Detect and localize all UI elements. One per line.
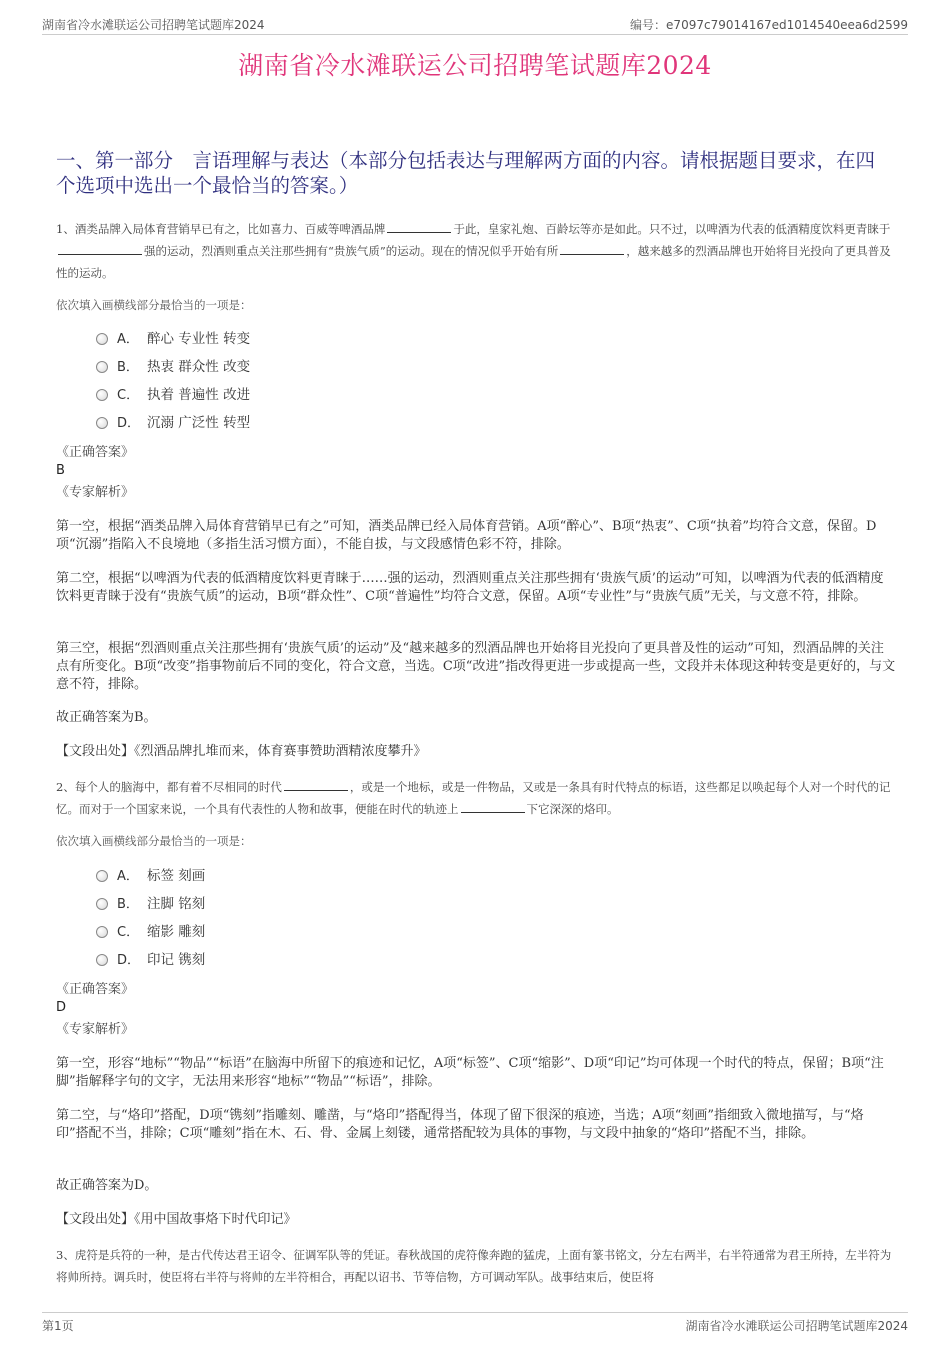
- question-1-prompt: 依次填入画横线部分最恰当的一项是：: [56, 298, 252, 312]
- page-header: [42, 14, 908, 35]
- document-title: 湖南省冷水滩联运公司招聘笔试题库2024: [238, 51, 712, 80]
- question-1-options: [96, 325, 250, 437]
- option-b[interactable]: [96, 890, 205, 918]
- option-text: 缩影 雕刻: [147, 924, 206, 940]
- q1-text-part: 强的运动，烈酒则重点关注那些拥有“贵族气质”的运动。现在的情况似乎开始有所: [144, 244, 559, 258]
- q1-text-part: ，越来越多的烈酒品牌也开始将目光投向了更具普及性的运动。: [56, 244, 891, 280]
- analysis-paragraph: 第一空，形容“地标”“物品”“标语”在脑海中所留下的痕迹和记忆，A项“标签”、C项“缩影”、D项“印记”均可体现一个时代的特点，保留；B项“注脚”指解释字句的文字，无法用来形容“地标”“物品”“标语”，排除。: [56, 1056, 884, 1089]
- q1-text-part: 于此，皇家礼炮、百龄坛等亦是如此。只不过，以啤酒为代表的低酒精度饮料更青睐于: [453, 222, 891, 236]
- q2-text-part: 下它深深的烙印。: [526, 802, 619, 816]
- option-letter: A．: [117, 869, 139, 884]
- radio-icon[interactable]: [96, 389, 108, 401]
- correct-answer: D: [56, 1000, 67, 1015]
- question-2-prompt: 依次填入画横线部分最恰当的一项是：: [56, 834, 252, 848]
- page-number: 第1页: [42, 1319, 74, 1333]
- option-text: 印记 镌刻: [147, 952, 206, 968]
- analysis-label: 《专家解析》: [56, 485, 135, 500]
- option-d[interactable]: [96, 409, 250, 437]
- option-c[interactable]: [96, 918, 205, 946]
- option-text: 注脚 铭刻: [147, 896, 206, 912]
- question-2-text: [56, 776, 896, 820]
- answer-blank: [461, 801, 525, 813]
- q2-text-part: ，或是一个地标，或是一件物品，又或是一条具有时代特点的标语，这些都足以唤起每个人对一个时代的记忆。而对于一个国家来说，一个具有代表性的人物和故事，便能在时代的轨迹上: [56, 780, 891, 816]
- analysis-label: 《专家解析》: [56, 1022, 135, 1037]
- question-3-text: 3、虎符是兵符的一种，是古代传达君王诏令、征调军队等的凭证。春秋战国的虎符像奔跑的猛虎，上面有篆书铭文，分左右两半，右半符通常为君王所持，左半符为将帅所持。调兵时，使臣将右半符与将帅的左半符相合，再配以诏书、节等信物，方可调动军队。战事结束后，使臣将: [56, 1248, 892, 1284]
- analysis-paragraph: 第一空，根据“酒类品牌入局体育营销早已有之”可知，酒类品牌已经入局体育营销。A项“醉心”、B项“热衷”、C项“执着”均符合文意，保留。D项“沉溺”指陷入不良境地（多指生活习惯方面），不能自拔，与文段感情色彩不符，排除。: [56, 519, 877, 552]
- question-2-options: [96, 862, 205, 974]
- page-footer: [42, 1312, 908, 1333]
- analysis-paragraph: 第二空，与“烙印”搭配，D项“镌刻”指雕刻、雕凿，与“烙印”搭配得当，体现了留下很深的痕迹，当选；A项“刻画”指细致入微地描写，与“烙印”搭配不当，排除；C项“雕刻”指在木、石、骨、金属上刻镂，通常搭配较为具体的事物，与文段中抽象的“烙印”搭配不当，排除。: [56, 1108, 864, 1141]
- analysis-paragraph: 第二空，根据“以啤酒为代表的低酒精度饮料更青睐于……强的运动，烈酒则重点关注那些拥有‘贵族气质’的运动”可知，以啤酒为代表的低酒精度饮料更青睐于没有“贵族气质”的运动，B项“群众性”、C项“普遍性”均符合文意，保留。A项“专业性”与“贵族气质”无关，与文意不符，排除。: [56, 571, 884, 604]
- option-text: 沉溺 广泛性 转型: [147, 415, 251, 431]
- radio-icon[interactable]: [96, 898, 108, 910]
- correct-answer-label: 《正确答案》: [56, 982, 135, 997]
- option-letter: B．: [117, 360, 139, 375]
- option-a[interactable]: [96, 862, 205, 890]
- option-a[interactable]: [96, 325, 250, 353]
- radio-icon[interactable]: [96, 361, 108, 373]
- answer-blank: [58, 243, 142, 255]
- correct-answer-label: 《正确答案》: [56, 445, 135, 460]
- radio-icon[interactable]: [96, 926, 108, 938]
- option-letter: A．: [117, 332, 139, 347]
- answer-blank: [560, 243, 624, 255]
- section-heading: 一、第一部分 言语理解与表达（本部分包括表达与理解两方面的内容。请根据题目要求，在四个选项中选出一个最恰当的答案。）: [56, 149, 876, 197]
- option-letter: C．: [117, 388, 140, 403]
- option-letter: B．: [117, 897, 139, 912]
- option-text: 热衷 群众性 改变: [147, 359, 251, 375]
- radio-icon[interactable]: [96, 333, 108, 345]
- option-text: 标签 刻画: [147, 868, 206, 884]
- option-text: 执着 普遍性 改进: [147, 387, 251, 403]
- option-text: 醉心 专业性 转变: [147, 331, 251, 347]
- question-1-text: [56, 218, 896, 284]
- option-d[interactable]: [96, 946, 205, 974]
- radio-icon[interactable]: [96, 417, 108, 429]
- footer-title: 湖南省冷水滩联运公司招聘笔试题库2024: [685, 1319, 908, 1333]
- option-letter: C．: [117, 925, 140, 940]
- conclusion: 故正确答案为B。: [56, 710, 157, 725]
- header-doc-id: 编号：e7097c79014167ed1014540eea6d2599: [630, 18, 908, 32]
- option-letter: D．: [117, 953, 141, 968]
- correct-answer: B: [56, 463, 65, 478]
- q1-text-part: 1、酒类品牌入局体育营销早已有之，比如喜力、百威等啤酒品牌: [56, 222, 386, 236]
- option-letter: D．: [117, 416, 141, 431]
- analysis-paragraph: 第三空，根据“烈酒则重点关注那些拥有‘贵族气质’的运动”及“越来越多的烈酒品牌也开始将目光投向了更具普及性的运动”可知，烈酒品牌的关注点有所变化。B项“改变”指事物前后不同的变化，符合文意，当选。C项“改进”指改得更进一步或提高一些，文段并未体现这种转变是更好的，与文意不符，排除。: [56, 641, 896, 692]
- option-b[interactable]: [96, 353, 250, 381]
- radio-icon[interactable]: [96, 870, 108, 882]
- answer-blank: [284, 779, 348, 791]
- conclusion: 故正确答案为D。: [56, 1178, 158, 1193]
- source-citation: 【文段出处】《用中国故事烙下时代印记》: [56, 1212, 297, 1227]
- header-title: 湖南省冷水滩联运公司招聘笔试题库2024: [42, 18, 265, 32]
- radio-icon[interactable]: [96, 954, 108, 966]
- option-c[interactable]: [96, 381, 250, 409]
- q2-text-part: 2、每个人的脑海中，都有着不尽相同的时代: [56, 780, 282, 794]
- source-citation: 【文段出处】《烈酒品牌扎堆而来，体育赛事赞助酒精浓度攀升》: [56, 744, 427, 759]
- answer-blank: [387, 221, 451, 233]
